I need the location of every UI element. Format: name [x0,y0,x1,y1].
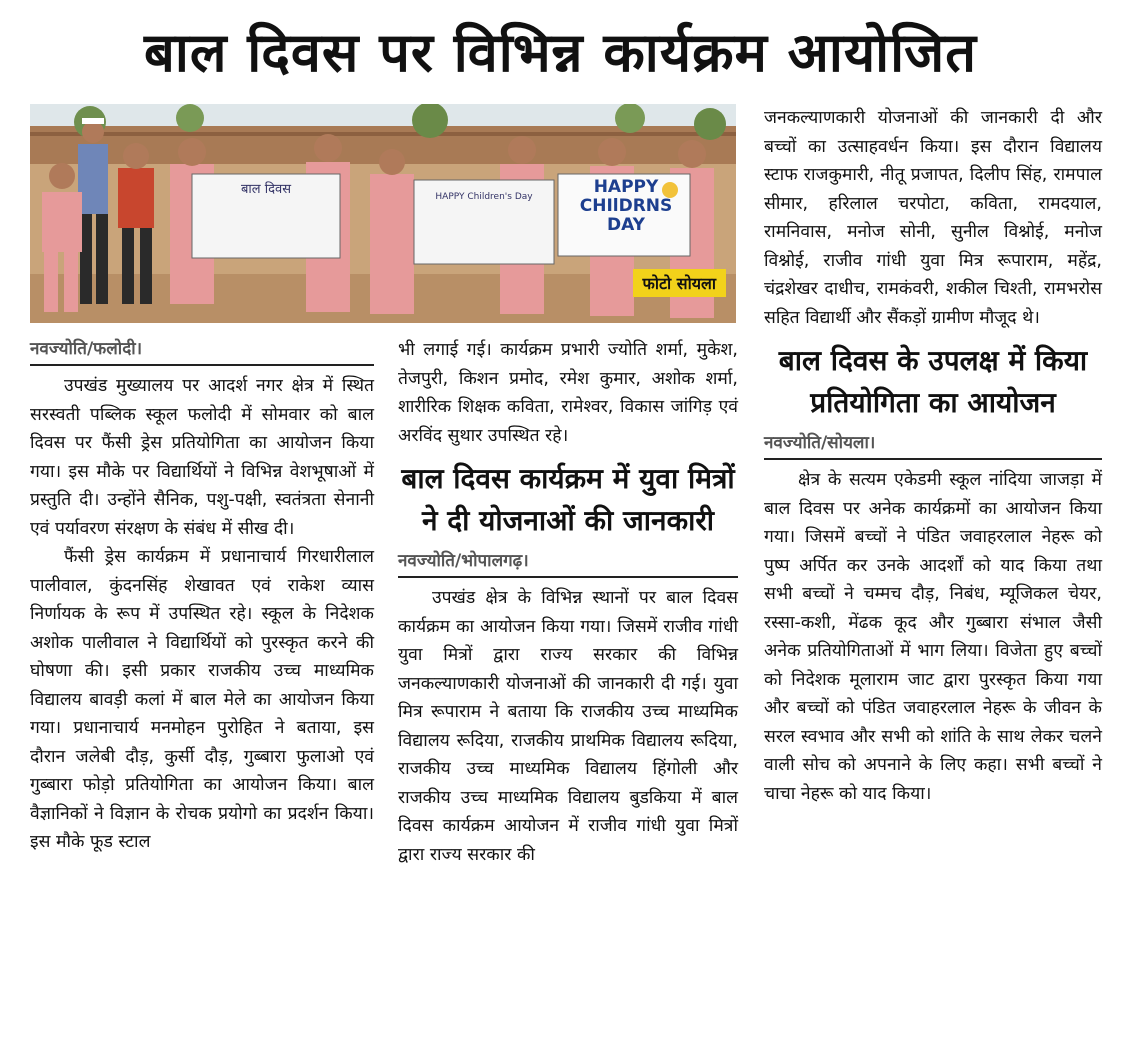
column-1 [30,336,374,857]
photo-credit: फोटो सोयला [633,269,727,297]
placard-left-text: बाल दिवस [240,182,292,197]
news-photo [30,104,736,323]
article1-paragraph-2: फैंसी ड्रेस कार्यक्रम में प्रधानाचार्य गिरधारीलाल पालीवाल, कुंदनसिंह शेखावत एवं राकेश व्यास निर्णायक के रूप में उपस्थित रहे। स्कूल के निदेशक अशोक पालीवाल ने विद्यार्थियों को पुरस्कृत करने की घोषणा की। इसी प्रकार राजकीय उच्च माध्यमिक विद्यालय बावड़ी कलां में बाल मेले का आयोजन किया गया। प्रधानाचार्य मनमोहन पुरोहित ने बताया, इस दौरान जलेबी दौड़, कुर्सी दौड़, गुब्बारा फुलाओ एवं गुब्बारा फोड़ो प्रतियोगिता का आयोजन किया। बाल वैज्ञानिकों ने विज्ञान के रोचक प्रयोगो का प्रदर्शन किया। इस मौके फूड स्टाल [30,547,374,852]
placard-happy-line2: CHIlDRNS [579,196,673,216]
column-2 [398,336,738,869]
column-3 [764,104,1102,808]
article3-dateline: नवज्योति/सोयला। [764,430,1102,460]
article1-continuation: भी लगाई गई। कार्यक्रम प्रभारी ज्योति शर्मा, मुकेश, तेजपुरी, किशन प्रमोद, रमेश कुमार, अशोक शर्मा, शारीरिक शिक्षक कविता, रामेश्वर, विकास जांगिड़ एवं अरविंद सुथार उपस्थित रहे। [398,340,738,446]
article3-headline: बाल दिवस के उपलक्ष में किया प्रतियोगिता का आयोजन [778,344,1088,419]
article1-dateline: नवज्योति/फलोदी। [30,336,374,366]
article2-continuation: जनकल्याणकारी योजनाओं की जानकारी दी और बच्चों का उत्साहवर्धन किया। इस दौरान विद्यालय स्टाफ राजकुमारी, नीतू प्रजापत, दिलीप सिंह, रामपाल सीमार, हरिलाल चरपोटा, कविता, रामदयाल, रामनिवास, मनोज सोनी, सुनील विश्नोई, मनोज विश्नोई, राजीव गांधी युवा मित्र रूपाराम, महेंद्र, चंद्रशेखर दाधीच, रामकंवरी, शकील चिश्ती, रामभरोस सहित विद्यार्थी और सैंकड़ों ग्रामीण मौजूद थे। [764,108,1102,328]
placard-happy-line1: HAPPY [593,177,659,197]
article2-headline: बाल दिवस कार्यक्रम में युवा मित्रों ने दी योजनाओं की जानकारी [401,462,735,537]
placard-middle-text: HAPPY Children's Day [435,192,533,202]
article3-body: क्षेत्र के सत्यम एकेडमी स्कूल नांदिया जाजड़ा में बाल दिवस पर अनेक कार्यक्रमों का आयोजन किया गया। जिसमें बच्चों ने पंडित जवाहरलाल नेहरू को पुष्प अर्पित कर उनके आदर्शों को याद किया तथा सभी बच्चों ने चम्मच दौड़, निबंध, म्यूजिकल चेयर, रस्सा-कशी, मेंढक कूद और गुब्बारा संभाल जैसी अनेक प्रतियोगिताओं में भाग लिया। विजेता हुए बच्चों को निदेशक मूलाराम जाट द्वारा पुरस्कृत किया गया और बच्चों को पंडित जवाहरलाल नेहरू के जीवन के सरल स्वभाव और सभी को शांति के साथ लेकर चलने वाली सोच को अपनाने के लिए कहा। सभी बच्चों ने चाचा नेहरू को याद किया। [764,470,1102,804]
article1-paragraph-1: उपखंड मुख्यालय पर आदर्श नगर क्षेत्र में स्थित सरस्वती पब्लिक स्कूल फलोदी में सोमवार को बाल दिवस पर फैंसी ड्रेस प्रतियोगिता का आयोजन किया गया। इस मौके पर विद्यार्थियों ने विभिन्न वेशभूषाओं में प्रस्तुति दी। उन्होंने सैनिक, पशु-पक्षी, स्वतंत्रता सेनानी एवं पर्यावरण संरक्षण के संबंध में सीख दी। [30,376,374,539]
page-headline: बाल दिवस पर विभिन्न कार्यक्रम आयोजित [144,21,977,84]
placard-happy-line3: DAY [607,215,645,235]
placard-happy-childrens-day [562,178,690,256]
article2-body: उपखंड क्षेत्र के विभिन्न स्थानों पर बाल दिवस कार्यक्रम का आयोजन किया गया। जिसमें राजीव गांधी युवा मित्रों द्वारा राज्य सरकार की विभिन्न जनकल्याणकारी योजनाओं की जानकारी दी गई। युवा मित्र रूपाराम ने बताया कि राजकीय उच्च माध्यमिक विद्यालय रूदिया, राजकीय प्राथमिक विद्यालय रूदिया, राजकीय उच्च माध्यमिक विद्यालय हिंगोली और राजकीय उच्च माध्यमिक विद्यालय बुडकिया में बाल दिवस कार्यक्रम आयोजन में राजीव गांधी युवा मित्रों द्वारा राज्य सरकार की [398,588,738,865]
article2-dateline: नवज्योति/भोपालगढ़। [398,548,738,578]
